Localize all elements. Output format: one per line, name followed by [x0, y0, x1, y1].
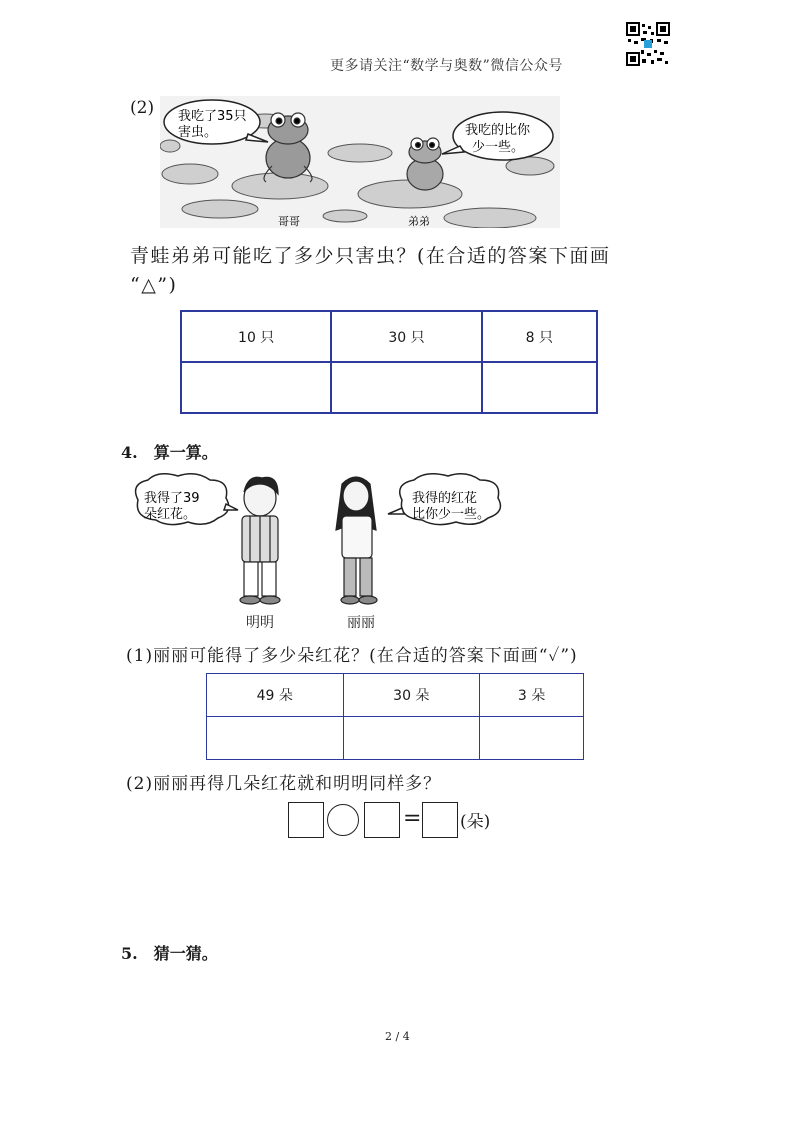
answer-table-frog [180, 310, 598, 414]
answer-mark-cell[interactable] [181, 362, 331, 413]
option-cell: 8 只 [482, 311, 597, 362]
question-prompt-line1: 青蛙弟弟可能吃了多少只害虫？(在合适的答案下面画 [130, 245, 611, 267]
bubble-left-line2: 害虫。 [178, 125, 218, 140]
bubble-boy-line2: 朵红花。 [144, 507, 197, 522]
label-younger-brother: 弟弟 [408, 215, 430, 228]
name-lili: 丽丽 [347, 615, 375, 631]
equals-sign: = [403, 806, 422, 831]
bubble-left-line1: 我吃了35只 [178, 109, 247, 124]
option-cell: 10 只 [181, 311, 331, 362]
answer-mark-cell[interactable] [480, 717, 584, 760]
bubble-boy-line1: 我得了39 [144, 491, 200, 506]
frog-illustration [160, 96, 560, 228]
unit-label: (朵) [460, 812, 491, 832]
qr-code-icon [626, 22, 670, 66]
option-cell: 49 朵 [207, 674, 344, 717]
option-cell: 3 朵 [480, 674, 584, 717]
bubble-girl-line1: 我得的红花 [412, 491, 478, 506]
bubble-right-line2: 少一些。 [472, 140, 525, 155]
question-prompt-line2: “△”) [130, 274, 178, 296]
kids-illustration [130, 470, 530, 620]
question-4-title: 4. 算一算。 [121, 443, 218, 462]
name-mingming: 明明 [246, 615, 274, 631]
question-4-part2: (2)丽丽再得几朵红花就和明明同样多？ [126, 774, 442, 794]
answer-mark-cell[interactable] [207, 717, 344, 760]
option-cell: 30 只 [331, 311, 481, 362]
label-older-brother: 哥哥 [278, 215, 300, 228]
answer-table-flowers [206, 673, 584, 760]
header-note: 更多请关注“数学与奥数”微信公众号 [330, 58, 563, 74]
answer-mark-cell[interactable] [343, 717, 480, 760]
question-4-part1: (1)丽丽可能得了多少朵红花？(在合适的答案下面画“✓”) [126, 646, 578, 666]
question-number: (2) [130, 98, 155, 118]
equation-box-2[interactable] [364, 802, 400, 838]
option-cell: 30 朵 [343, 674, 480, 717]
question-5-title: 5. 猜一猜。 [121, 944, 218, 963]
equation-box-result[interactable] [422, 802, 458, 838]
page-number: 2 / 4 [385, 1030, 410, 1043]
operator-circle[interactable] [327, 804, 359, 836]
answer-mark-cell[interactable] [331, 362, 481, 413]
bubble-right-line1: 我吃的比你 [465, 123, 531, 138]
bubble-girl-line2: 比你少一些。 [412, 507, 491, 522]
answer-mark-cell[interactable] [482, 362, 597, 413]
equation-box-1[interactable] [288, 802, 324, 838]
